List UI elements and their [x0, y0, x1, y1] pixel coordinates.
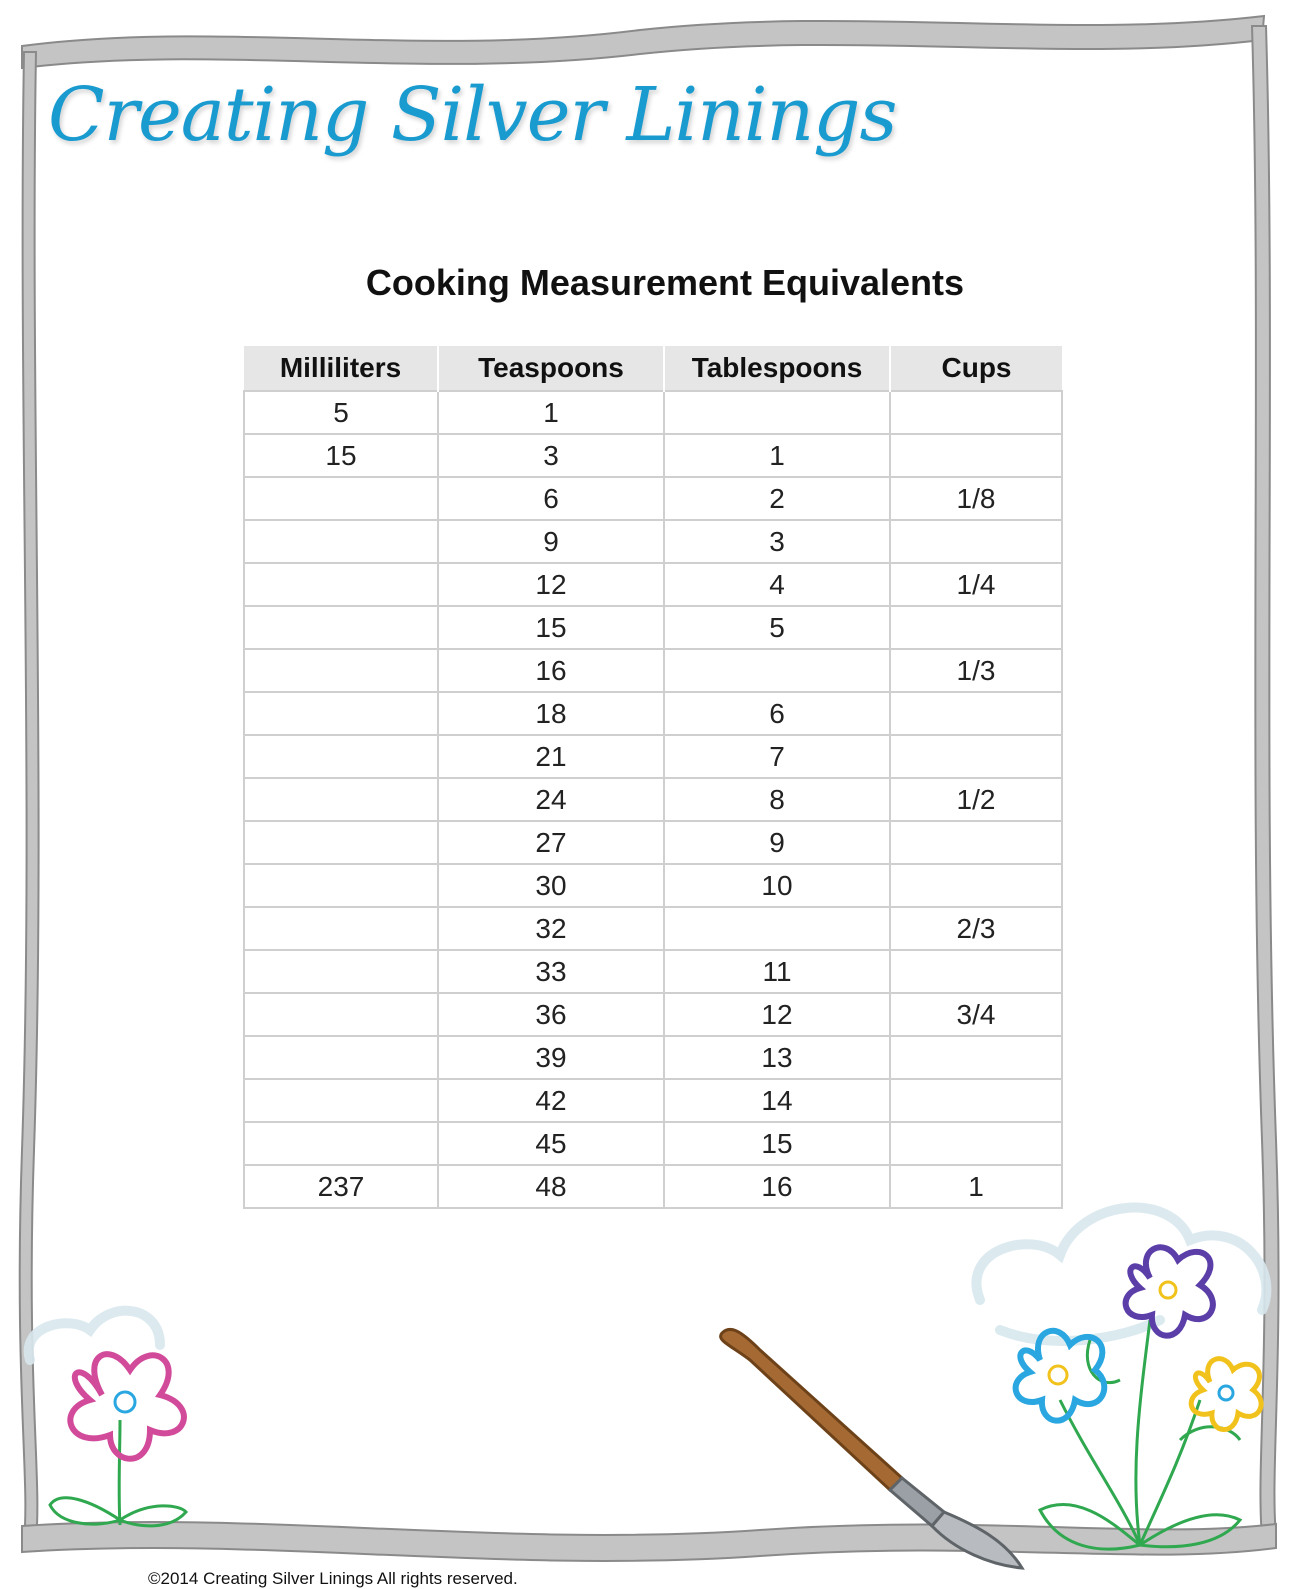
- table-cell: 3: [438, 434, 664, 477]
- table-cell: 3: [664, 520, 890, 563]
- table-cell: 9: [664, 821, 890, 864]
- table-cell: 2: [664, 477, 890, 520]
- table-cell: 6: [438, 477, 664, 520]
- table-cell: 24: [438, 778, 664, 821]
- table-cell: 13: [664, 1036, 890, 1079]
- table-cell: 18: [438, 692, 664, 735]
- table-cell: 42: [438, 1079, 664, 1122]
- table-cell: 6: [664, 692, 890, 735]
- table-cell: 10: [664, 864, 890, 907]
- table-cell: 237: [244, 1165, 438, 1208]
- table-cell: 1: [664, 434, 890, 477]
- copyright-text: ©2014 Creating Silver Linings All rights reserved.: [148, 1569, 518, 1588]
- table-cell: 12: [438, 563, 664, 606]
- table-cell: 39: [438, 1036, 664, 1079]
- table-cell: 27: [438, 821, 664, 864]
- column-header-teaspoons: Teaspoons: [438, 346, 664, 391]
- table-cell: 7: [664, 735, 890, 778]
- table-cell: 30: [438, 864, 664, 907]
- flower-stems-icon: [1040, 1320, 1240, 1549]
- table-cell: 1: [890, 1165, 1062, 1208]
- table-cell: 45: [438, 1122, 664, 1165]
- table-cell: 14: [664, 1079, 890, 1122]
- yellow-flower-icon: [1191, 1359, 1261, 1430]
- paintbrush-icon: [721, 1329, 1022, 1568]
- table-cell: 16: [664, 1165, 890, 1208]
- table-cell: 48: [438, 1165, 664, 1208]
- table-cell: 2/3: [890, 907, 1062, 950]
- table-cell: 33: [438, 950, 664, 993]
- column-header-cups: Cups: [890, 346, 1062, 391]
- pink-flower-icon: [50, 1354, 186, 1526]
- column-header-milliliters: Milliliters: [244, 346, 438, 391]
- table-cell: 12: [664, 993, 890, 1036]
- table-cell: 3/4: [890, 993, 1062, 1036]
- table-cell: 5: [244, 391, 438, 434]
- page-title: Cooking Measurement Equivalents: [365, 262, 965, 303]
- table-cell: 15: [664, 1122, 890, 1165]
- table-cell: 8: [664, 778, 890, 821]
- table-cell: 21: [438, 735, 664, 778]
- table-cell: 1/2: [890, 778, 1062, 821]
- table-cell: 9: [438, 520, 664, 563]
- purple-flower-icon: [1126, 1247, 1213, 1335]
- table-cell: 36: [438, 993, 664, 1036]
- table-cell: 1/8: [890, 477, 1062, 520]
- column-header-tablespoons: Tablespoons: [664, 346, 890, 391]
- table-cell: 15: [438, 606, 664, 649]
- table-cell: 1/3: [890, 649, 1062, 692]
- table-cell: 5: [664, 606, 890, 649]
- table-cell: 32: [438, 907, 664, 950]
- table-cell: 15: [244, 434, 438, 477]
- table-cell: 1/4: [890, 563, 1062, 606]
- table-cell: 16: [438, 649, 664, 692]
- table-cell: 1: [438, 391, 664, 434]
- logo: Creating Silver Linings: [48, 72, 897, 158]
- table-cell: 11: [664, 950, 890, 993]
- table-cell: 4: [664, 563, 890, 606]
